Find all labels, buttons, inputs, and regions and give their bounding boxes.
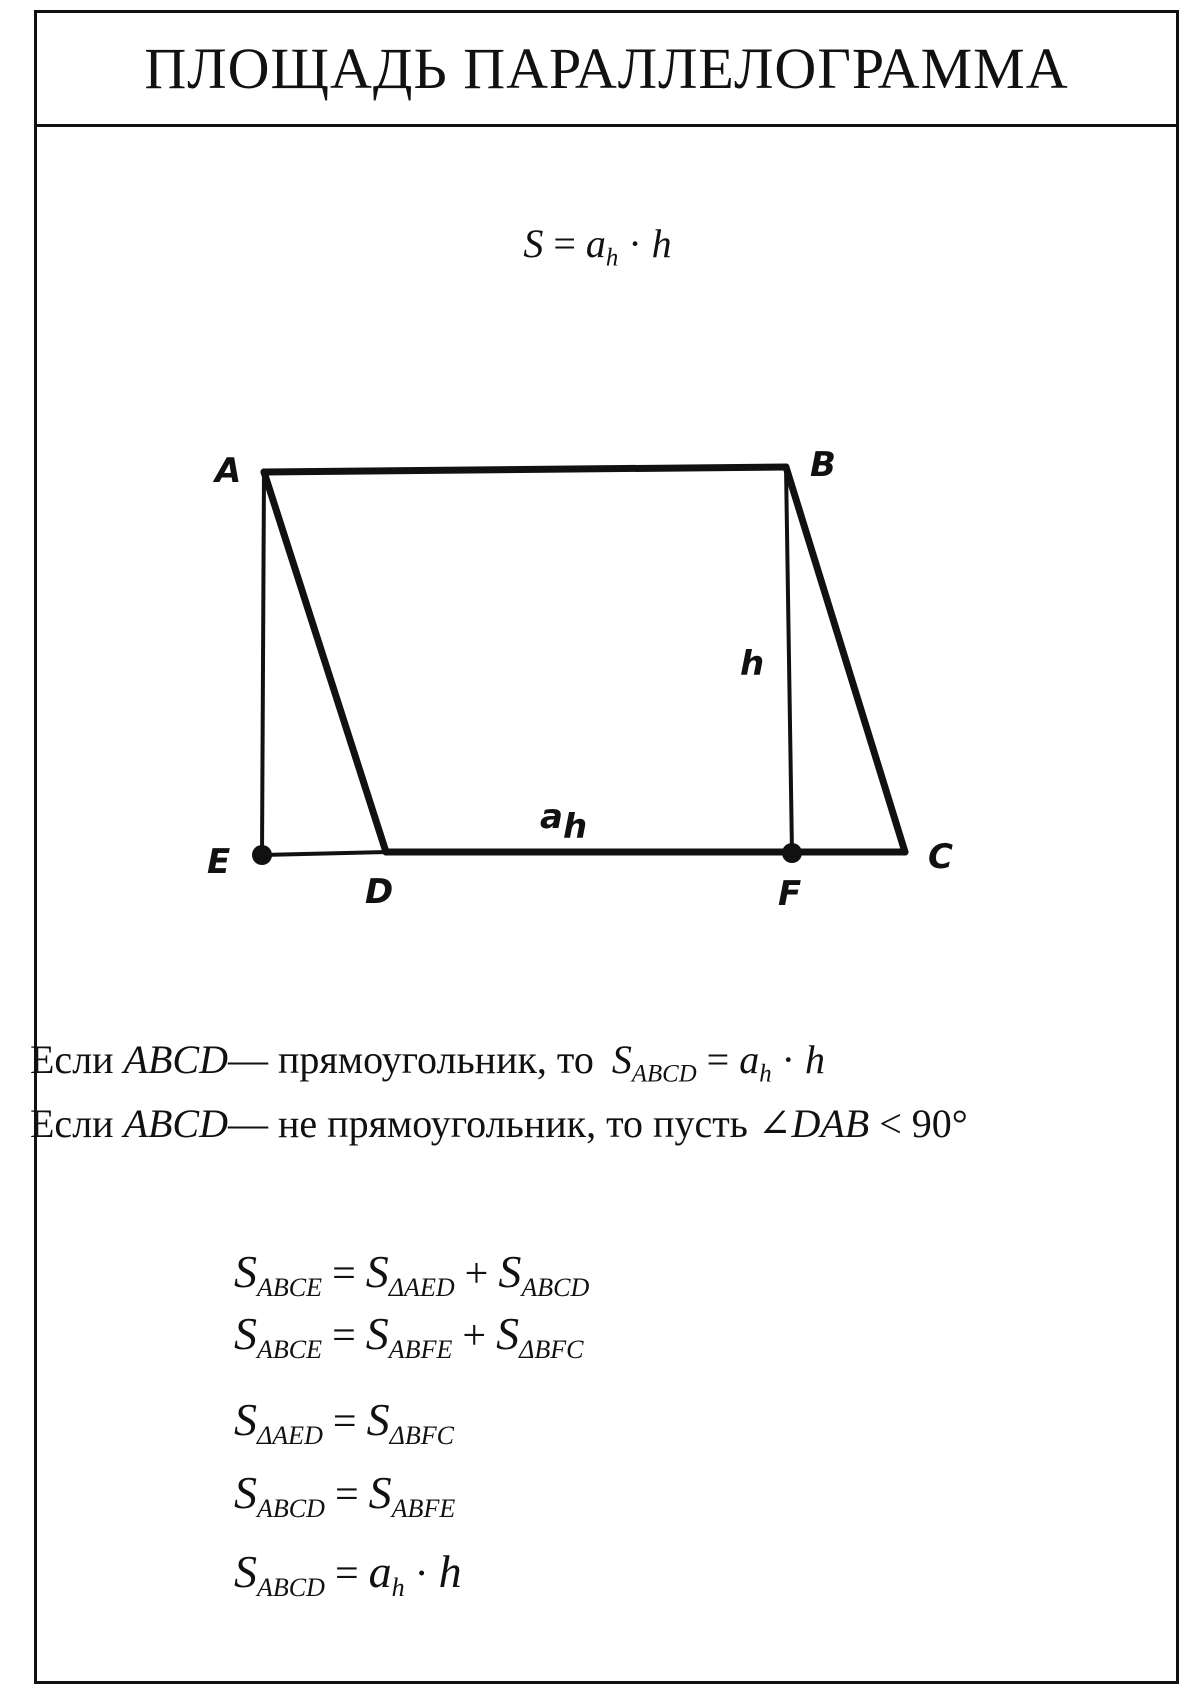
cond1-eq: = bbox=[706, 1037, 730, 1082]
eq2-lhs: S bbox=[234, 1308, 257, 1359]
equation-1 bbox=[234, 1245, 589, 1303]
point-f-dot bbox=[782, 843, 802, 863]
segment-ed bbox=[262, 852, 386, 855]
cond1-h: h bbox=[804, 1037, 825, 1082]
cond1-s-sub: ABCD bbox=[631, 1060, 697, 1088]
point-e-dot bbox=[252, 845, 272, 865]
eq2-eq: = bbox=[332, 1313, 356, 1359]
cond2-text: не прямоугольник, то пусть bbox=[278, 1101, 748, 1146]
eq3-lhs-sub: ΔAED bbox=[257, 1421, 323, 1451]
eq5-dot: · bbox=[414, 1551, 429, 1597]
label-a: A bbox=[215, 451, 242, 491]
formula-eq: = bbox=[553, 221, 576, 266]
equation-5 bbox=[234, 1545, 462, 1603]
eq3-lhs: S bbox=[234, 1394, 257, 1445]
condition-not-rectangle bbox=[30, 1100, 968, 1147]
height-bf bbox=[786, 467, 792, 853]
cond2-lt: < bbox=[879, 1101, 902, 1146]
eq3-t1-sub: ΔBFC bbox=[389, 1421, 455, 1451]
formula-a-sub: h bbox=[605, 244, 619, 272]
eq2-t2-sub: ΔBFC bbox=[519, 1335, 584, 1365]
eq5-eq: = bbox=[334, 1551, 359, 1597]
page-title: ПЛОЩАДЬ ПАРАЛЛЕЛОГРАММА bbox=[144, 36, 1069, 101]
eq2-t1: S bbox=[365, 1308, 389, 1359]
cond1-if: Если bbox=[30, 1037, 114, 1082]
cond2-figure: ABCD bbox=[123, 1101, 228, 1146]
eq1-t1: S bbox=[365, 1246, 389, 1297]
eq4-lhs: S bbox=[234, 1467, 257, 1518]
formula-a: a bbox=[585, 221, 606, 266]
cond1-a: a bbox=[739, 1037, 760, 1082]
side-bc bbox=[786, 467, 905, 852]
eq1-eq: = bbox=[332, 1251, 356, 1297]
equation-3 bbox=[234, 1393, 454, 1451]
eq2-plus: + bbox=[462, 1313, 487, 1359]
height-label: h bbox=[740, 644, 765, 684]
label-c: C bbox=[928, 837, 953, 877]
eq5-lhs: S bbox=[234, 1546, 257, 1597]
eq5-a-sub: h bbox=[391, 1573, 405, 1603]
height-ae bbox=[262, 472, 264, 855]
eq1-t1-sub: ΔAED bbox=[388, 1273, 455, 1303]
cond1-a-sub: h bbox=[759, 1060, 772, 1088]
condition-rectangle bbox=[30, 1036, 825, 1089]
side-ab bbox=[264, 467, 786, 472]
eq4-lhs-sub: ABCD bbox=[257, 1494, 325, 1524]
label-e: E bbox=[207, 842, 231, 882]
formula-h: h bbox=[651, 221, 672, 266]
cond1-text: прямоугольник, то bbox=[278, 1037, 594, 1082]
cond1-s: S bbox=[611, 1037, 632, 1082]
label-f: F bbox=[778, 874, 802, 914]
cond2-if: Если bbox=[30, 1101, 114, 1146]
cond1-dot: · bbox=[781, 1037, 795, 1082]
equation-4 bbox=[234, 1466, 455, 1524]
eq1-t2-sub: ABCD bbox=[521, 1273, 590, 1303]
equation-2 bbox=[234, 1307, 584, 1365]
cond2-value: 90° bbox=[911, 1101, 968, 1146]
label-d: D bbox=[365, 872, 394, 912]
base-label-a: a bbox=[540, 797, 563, 837]
eq1-plus: + bbox=[464, 1251, 489, 1297]
cond2-dash: — bbox=[228, 1101, 268, 1146]
eq5-h: h bbox=[438, 1546, 462, 1597]
eq2-t1-sub: ABFE bbox=[388, 1335, 453, 1365]
side-ad bbox=[264, 472, 386, 852]
eq1-lhs-sub: ABCE bbox=[257, 1273, 323, 1303]
eq2-t2: S bbox=[496, 1308, 520, 1359]
eq5-lhs-sub: ABCD bbox=[257, 1573, 325, 1603]
cond1-figure: ABCD bbox=[123, 1037, 228, 1082]
eq4-eq: = bbox=[334, 1472, 359, 1518]
eq4-t1-sub: ABFE bbox=[391, 1494, 456, 1524]
base-label-sub: h bbox=[562, 807, 588, 847]
label-b: B bbox=[810, 445, 836, 485]
formula-dot: · bbox=[628, 221, 642, 266]
eq3-eq: = bbox=[332, 1399, 357, 1445]
eq2-lhs-sub: ABCE bbox=[257, 1335, 323, 1365]
eq3-t1: S bbox=[366, 1394, 390, 1445]
cond2-angle: ∠DAB bbox=[757, 1101, 870, 1146]
formula-s: S bbox=[523, 221, 544, 266]
eq1-lhs: S bbox=[234, 1246, 257, 1297]
eq1-t2: S bbox=[498, 1246, 522, 1297]
eq5-a: a bbox=[368, 1546, 392, 1597]
eq4-t1: S bbox=[368, 1467, 392, 1518]
base-label bbox=[540, 797, 587, 847]
cond1-dash: — bbox=[228, 1037, 268, 1082]
